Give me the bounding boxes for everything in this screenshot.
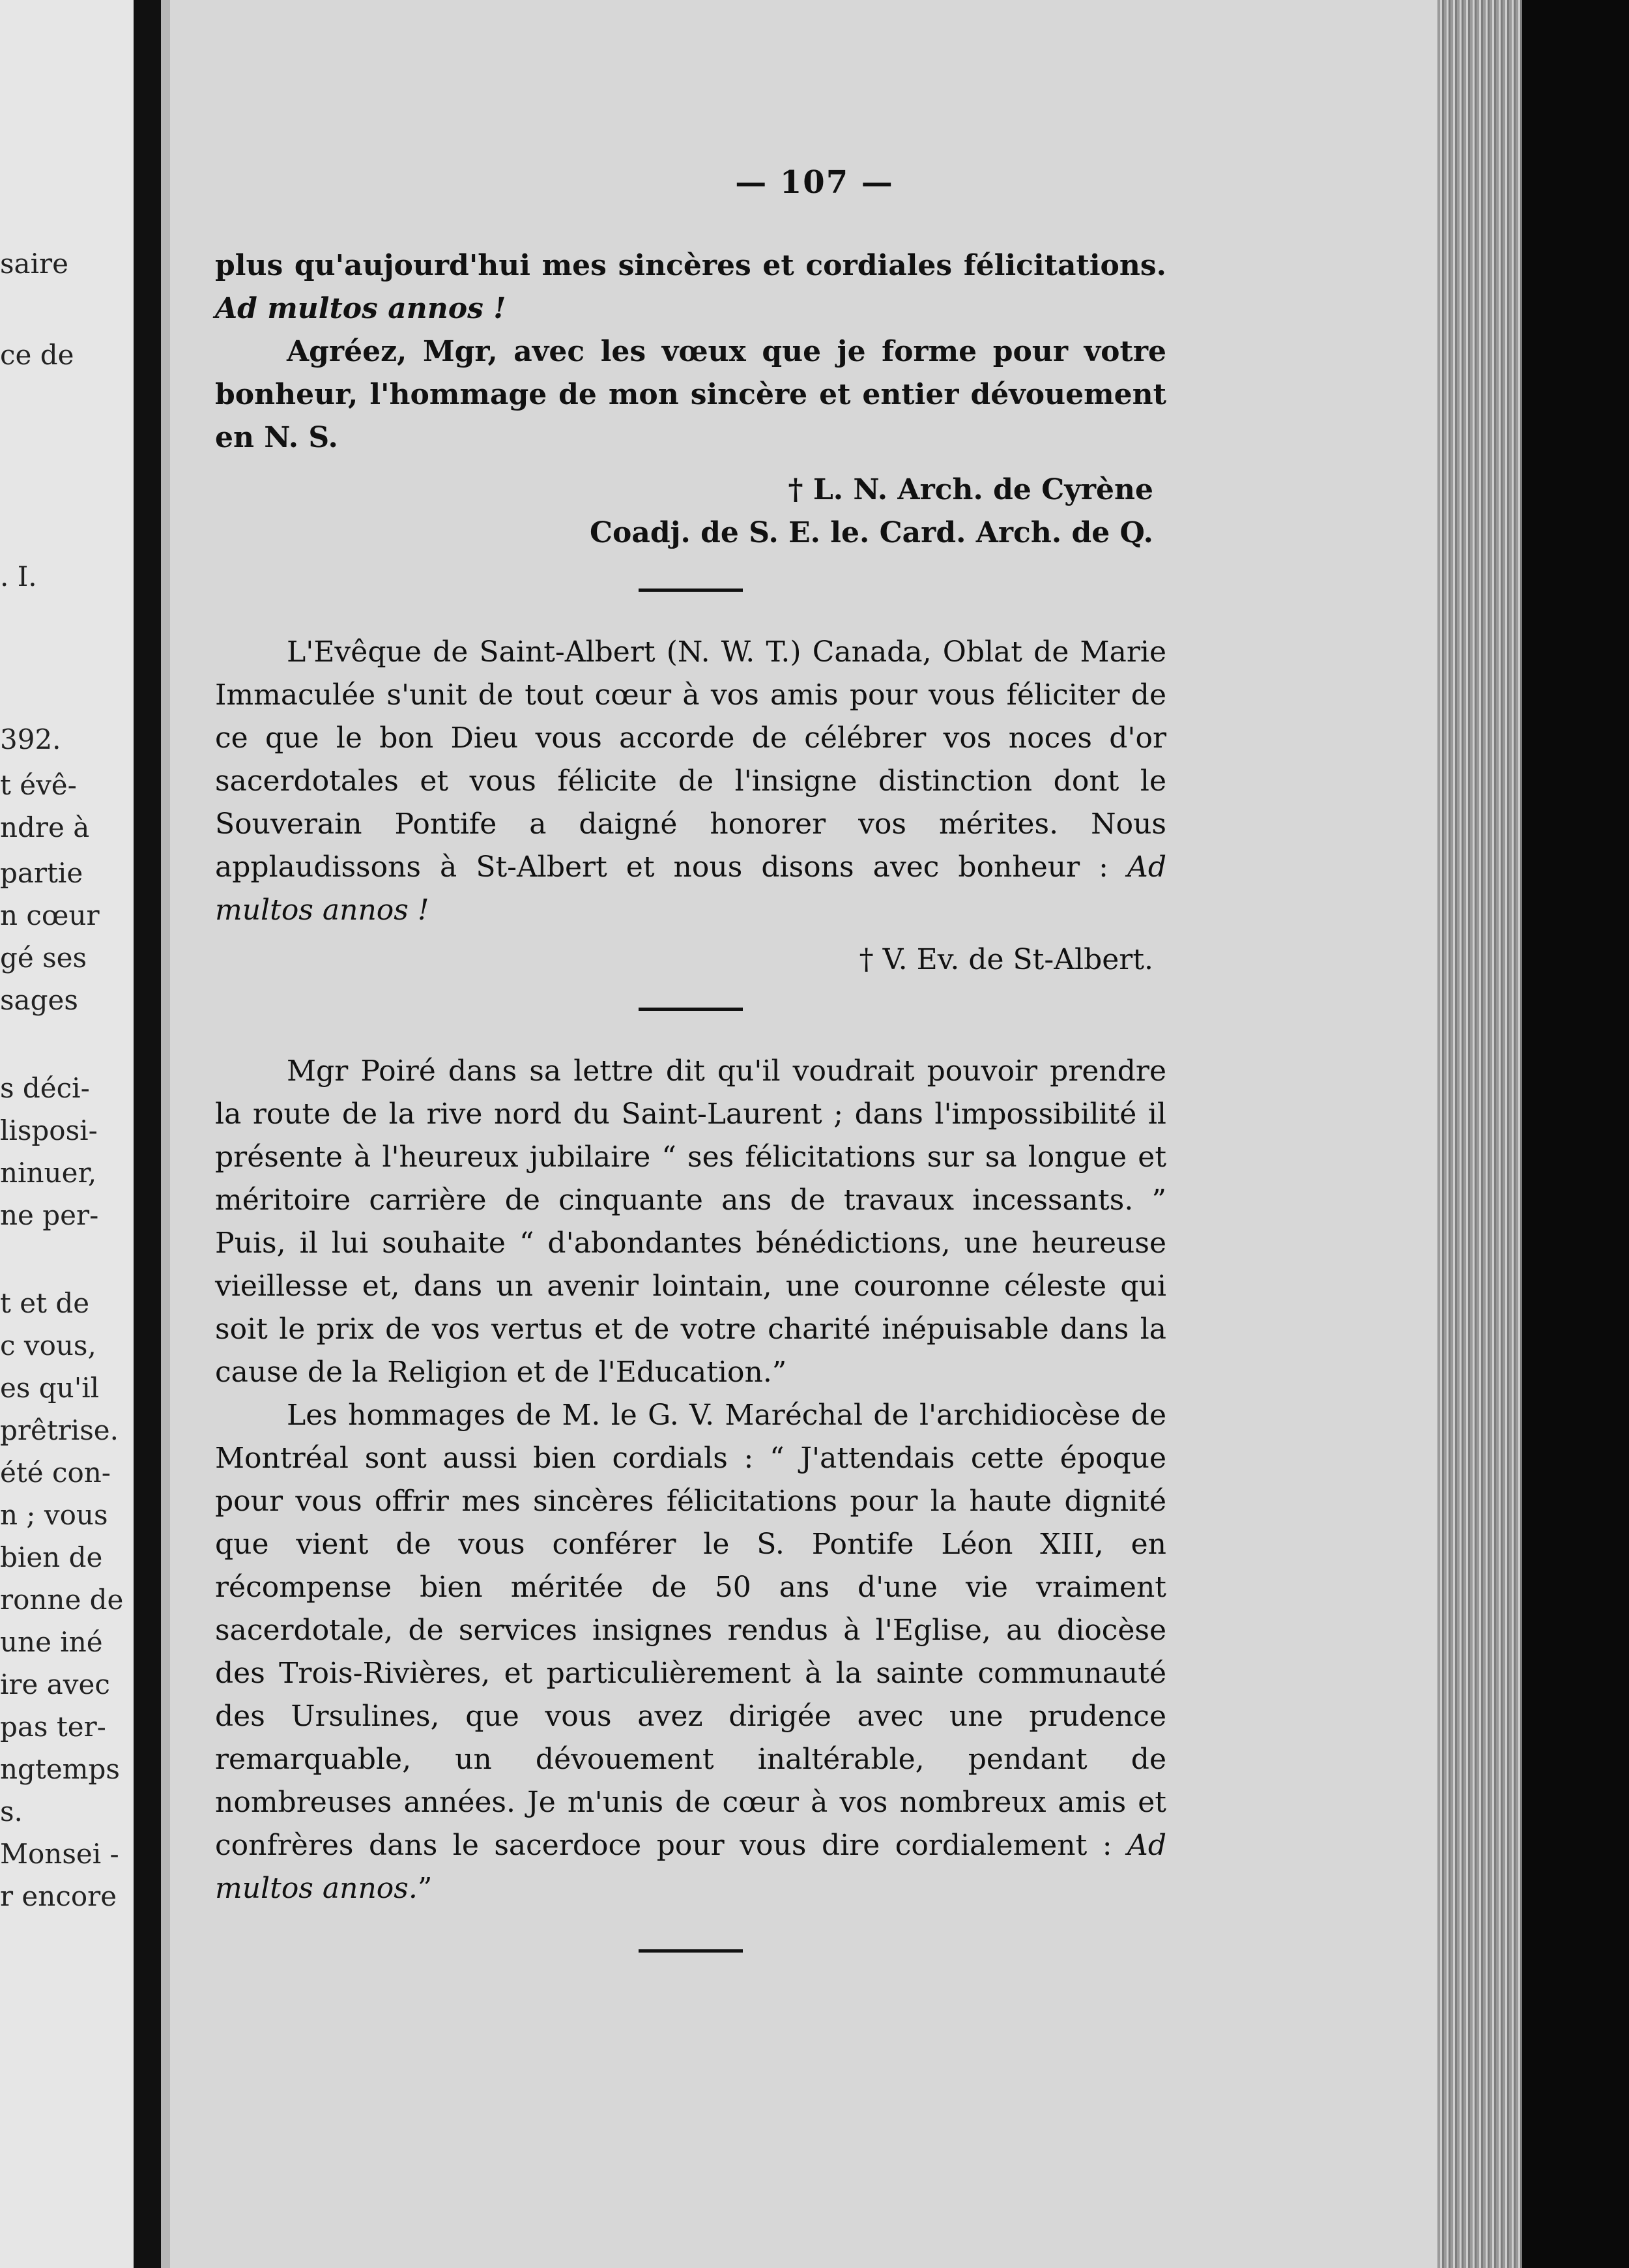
left-page-line-fragment: bien de	[0, 1541, 103, 1573]
left-page-line-fragment: s.	[0, 1796, 23, 1827]
paragraph-1-text: plus qu'aujourd'hui mes sincères et cordiales félicitations.	[215, 249, 1166, 282]
signature-2: † V. Ev. de St-Albert.	[859, 943, 1153, 976]
paragraph-5-close-quote: ”	[417, 1872, 433, 1905]
left-page-line-fragment: ngtemps	[0, 1753, 120, 1785]
paragraph-2: Agréez, Mgr, avec les vœux que je forme pour votre bonheur, l'hommage de mon sincère et entier dévouement en N. S.	[215, 335, 1166, 454]
paragraph-5	[215, 1394, 1166, 1910]
left-page-line-fragment: ronne de	[0, 1584, 124, 1616]
page-text-block	[215, 244, 1166, 1953]
paragraph-5-text: Les hommages de M. le G. V. Maréchal de l'archidiocèse de Montréal sont aussi bien cordials : “ J'attendais cette époque pour vous offrir mes sincères félicitations pour la haute dignité que vient de vous conférer le S. Pontife Léon XIII, en récompense bien méritée de 50 ans d'une vie vraiment sacerdotale, de services insignes rendus à l'Eglise, au diocèse des Trois-Rivières, et particulièrement à la sainte communauté des Ursulines, que vous avez dirigée avec une prudence remarquable, un dévouement inaltérable, pendant de nombreuses années. Je m'unis de cœur à vos nombreux amis et confrères dans le sacerdoce pour vous dire cordialement :	[215, 1399, 1166, 1862]
left-page-line-fragment: une iné	[0, 1626, 103, 1658]
left-page-line-fragment: lisposi-	[0, 1114, 98, 1146]
left-page-line-fragment: . I.	[0, 560, 37, 592]
left-page-line-fragment: ninuer,	[0, 1157, 97, 1189]
left-page-line-fragment: r encore	[0, 1880, 117, 1912]
left-page-line-fragment: c vous,	[0, 1330, 96, 1361]
signature-1-line-2: Coadj. de S. E. le. Card. Arch. de Q.	[589, 516, 1153, 549]
left-page-line-fragment: Monsei -	[0, 1838, 119, 1870]
left-page-line-fragment: t évê-	[0, 769, 77, 801]
page-edges	[1437, 0, 1522, 2268]
page-number: — 107 —	[735, 164, 894, 201]
paragraph-1	[215, 244, 1166, 330]
left-page-line-fragment: gé ses	[0, 942, 87, 974]
book-binding	[134, 0, 161, 2268]
left-page-line-fragment: sages	[0, 984, 78, 1016]
left-page-line-fragment: ce de	[0, 339, 74, 371]
left-page-line-fragment: t et de	[0, 1287, 90, 1319]
left-page-line-fragment: saire	[0, 248, 68, 280]
page-gutter	[161, 0, 170, 2268]
left-page-line-fragment: n cœur	[0, 899, 100, 931]
left-page-line-fragment: ire avec	[0, 1668, 110, 1700]
dark-background-right	[1522, 0, 1629, 2268]
left-page-line-fragment: ne per-	[0, 1199, 99, 1231]
paragraph-5-latin: Ad multos annos.	[215, 1829, 1166, 1905]
paragraph-3-latin: Ad multos annos !	[215, 850, 1166, 927]
left-page-line-fragment: ndre à	[0, 811, 90, 843]
signature-1-line-1: † L. N. Arch. de Cyrène	[788, 473, 1153, 506]
paragraph-1-latin: Ad multos annos !	[215, 292, 506, 325]
paragraph-3	[215, 631, 1166, 932]
paragraph-3-text: L'Evêque de Saint-Albert (N. W. T.) Canada, Oblat de Marie Immaculée s'unit de tout cœur à vos amis pour vous féliciter de ce que le bon Dieu vous accorde de célébrer vos noces d'or sacerdotales et vous félicite de l'insigne distinction dont le Souverain Pontife a daigné honorer vos mérites. Nous applaudissons à St-Albert et nous disons avec bonheur :	[215, 635, 1166, 884]
paragraph-4: Mgr Poiré dans sa lettre dit qu'il voudrait pouvoir prendre la route de la rive nord du Saint-Laurent ; dans l'impossibilité il présente à l'heureux jubilaire “ ses félicitations sur sa longue et méritoire carrière de cinquante ans de travaux incessants. ” Puis, il lui souhaite “ d'abondantes bénédictions, une heureuse vieillesse et, dans un avenir lointain, une couronne céleste qui soit le prix de vos vertus et de votre charité inépuisable dans la cause de la Religion et de l'Education.”	[215, 1054, 1166, 1389]
left-page-line-fragment: s déci-	[0, 1072, 90, 1104]
left-page-line-fragment: pas ter-	[0, 1711, 106, 1743]
left-page-line-fragment: partie	[0, 857, 83, 889]
left-page-fragment	[0, 0, 134, 2268]
left-page-line-fragment: es qu'il	[0, 1372, 100, 1404]
left-page-line-fragment: 392.	[0, 723, 61, 755]
left-page-line-fragment: prêtrise.	[0, 1414, 119, 1446]
section-divider-3	[639, 1949, 743, 1953]
left-page-line-fragment: été con-	[0, 1457, 111, 1489]
left-page-line-fragment: n ; vous	[0, 1499, 108, 1531]
